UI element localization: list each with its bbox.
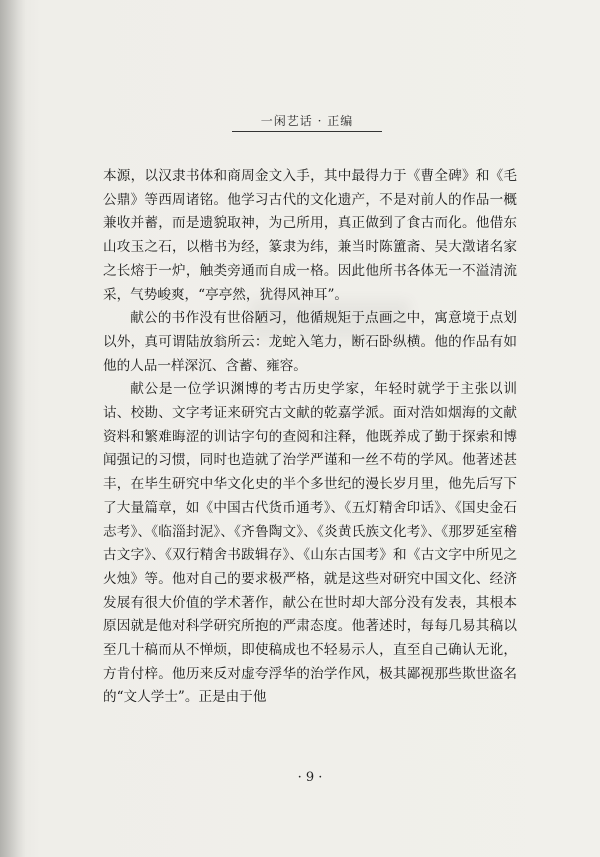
header-rule <box>232 131 382 132</box>
paragraph-3: 献公是一位学识渊博的考古历史学家，年轻时就学于主张以训诂、校勘、文字考证来研究古文献的乾嘉学派。面对浩如烟海的文献资料和繁难晦涩的训诂字句的查阅和注释，他既养成了勤于探索和博闻强记的习惯，同时也造就了治学严谨和一丝不苟的学风。他著述甚丰，在毕生研究中华文化史的半个多世纪的漫长岁月里，他先后写下了大量篇章，如《中国古代货币通考》、《五灯精舍印话》、《国史金石志考》、《临淄封泥》、《齐鲁陶文》、《炎黄氏族文化考》、《那罗延室稽古文字》、《双行精舍书跋辑存》、《山东古国考》和《古文字中所见之火烛》等。他对自己的要求极严格，就是这些对研究中国文化、经济发展有很大价值的学术著作，献公在世时却大部分没有发表，其根本原因就是他对科学研究所抱的严肃态度。他著述时，每每几易其稿以至几十稿而从不惮烦，即使稿成也不轻易示人，直至自己确认无讹，方肯付梓。他历来反对虚夸浮华的治学作风，极其鄙视那些欺世盗名的“文人学士”。正是由于他 <box>103 381 517 706</box>
body-text <box>103 165 517 710</box>
running-header: 一闲艺话 · 正编 <box>260 114 354 128</box>
paragraph-2: 献公的书作没有世俗陋习，他循规矩于点画之中，寓意境于点划以外，真可谓陆放翁所云：龙蛇入笔力，断石卧纵横。他的作品有如他的人品一样深沉、含蓄、雍容。 <box>103 310 517 374</box>
paragraph-1: 本源，以汉隶书体和商周金文入手，其中最得力于《曹全碑》和《毛公鼎》等西周诸铭。他学习古代的文化遗产，不是对前人的作品一概兼收并蓄，而是遗貌取神，为己所用，真正做到了食古而化。他借东山攻玉之石，以楷书为经，篆隶为纬，兼当时陈簠斋、吴大澂诸名家之长熔于一炉，触类旁通而自成一格。因此他所书各体无一不溢清流采，气势峻爽，“亭亭然，犹得风神耳”。 <box>103 168 517 303</box>
spine-shadow <box>0 0 26 857</box>
page-number: · 9 · <box>297 770 323 785</box>
